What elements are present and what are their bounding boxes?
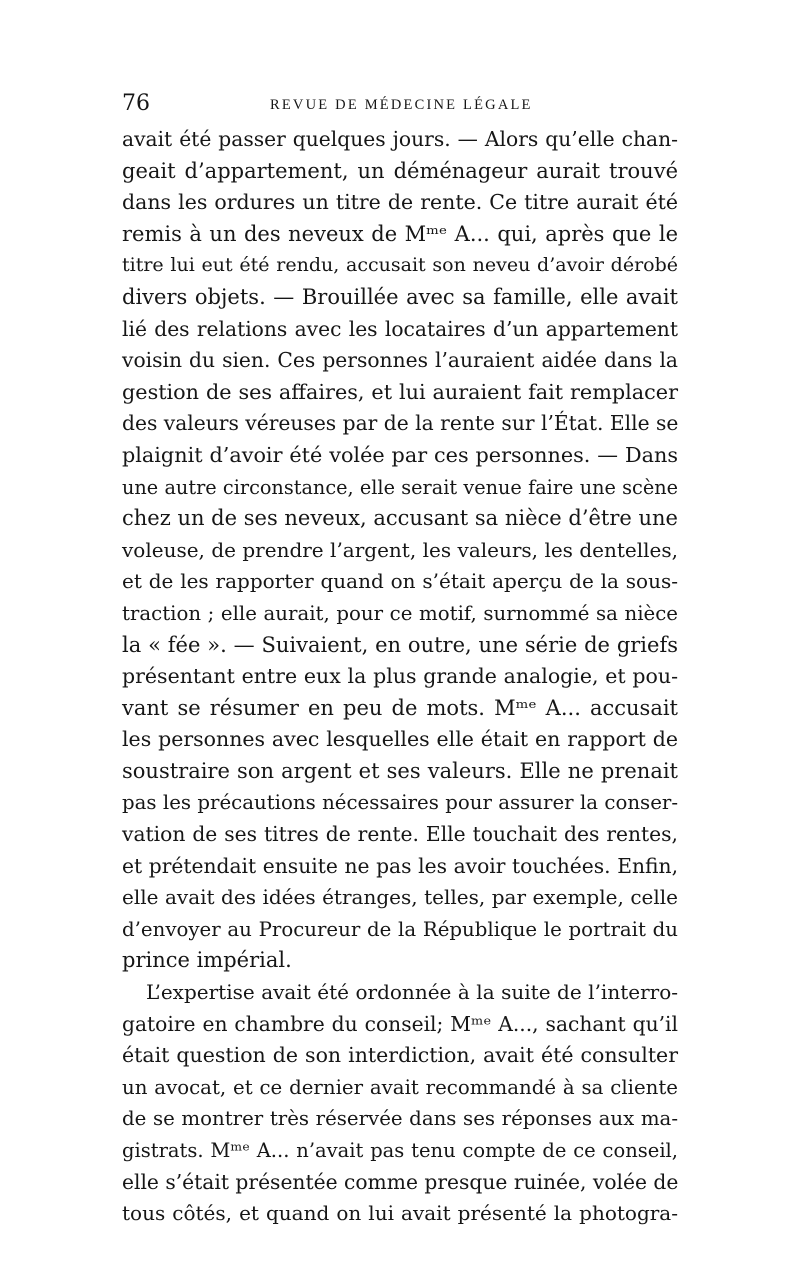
text-line: soustraire son argent et ses valeurs. Elle ne prenait bbox=[122, 758, 678, 783]
text-line: d’envoyer au Procureur de la République le portrait du bbox=[122, 917, 678, 941]
page-header bbox=[122, 92, 678, 116]
text-line: traction ; elle aurait, pour ce motif, surnommé sa nièce bbox=[122, 601, 678, 625]
text-line: les personnes avec lesquelles elle était en rapport de bbox=[122, 727, 678, 752]
text-line: une autre circonstance, elle serait venue faire une scène bbox=[122, 475, 678, 499]
text-line: la « fée ». — Suivaient, en outre, une série de griefs bbox=[122, 632, 678, 657]
text-line: remis à un des neveux de Mᵐᵉ A... qui, après que le bbox=[122, 221, 678, 246]
body-text bbox=[122, 124, 678, 1230]
text-line: et de les rapporter quand on s’était aperçu de la sous- bbox=[122, 569, 678, 594]
text-line: vation de ses titres de rente. Elle touchait des rentes, bbox=[122, 822, 678, 847]
paragraph-1 bbox=[122, 124, 678, 977]
text-line: un avocat, et ce dernier avait recommandé à sa cliente bbox=[122, 1075, 678, 1099]
text-line: vant se résumer en peu de mots. Mᵐᵉ A... accusait bbox=[122, 695, 678, 720]
text-line: elle s’était présentée comme presque ruinée, volée de bbox=[122, 1169, 679, 1194]
text-line: présentant entre eux la plus grande analogie, et pou- bbox=[122, 664, 678, 689]
text-line: de se montrer très réservée dans ses réponses aux ma- bbox=[122, 1107, 678, 1131]
running-head: REVUE DE MÉDECINE LÉGALE bbox=[270, 97, 533, 113]
text-line: avait été passer quelques jours. — Alors qu’elle chan- bbox=[122, 127, 678, 151]
text-line: prince impérial. bbox=[122, 948, 292, 973]
paragraph-2 bbox=[122, 977, 678, 1230]
text-line: chez un de ses neveux, accusant sa nièce d’être une bbox=[122, 506, 678, 531]
text-line: gatoire en chambre du conseil; Mᵐᵉ A..., sachant qu’il bbox=[122, 1011, 678, 1036]
text-line: pas les précautions nécessaires pour assurer la conser- bbox=[122, 791, 678, 815]
text-line: voisin du sien. Ces personnes l’auraient aidée dans la bbox=[122, 348, 678, 373]
text-line: gistrats. Mᵐᵉ A... n’avait pas tenu compte de ce conseil, bbox=[122, 1139, 678, 1162]
text-line: gestion de ses affaires, et lui auraient fait remplacer bbox=[122, 379, 678, 404]
page-number: 76 bbox=[122, 91, 150, 116]
text-line: lié des relations avec les locataires d’un appartement bbox=[122, 316, 678, 341]
text-line: divers objets. — Brouillée avec sa famille, elle avait bbox=[122, 284, 678, 309]
text-line: dans les ordures un titre de rente. Ce titre aurait été bbox=[122, 190, 678, 215]
text-line: L’expertise avait été ordonnée à la suite de l’interro- bbox=[146, 980, 678, 1005]
text-line: et prétendait ensuite ne pas les avoir touchées. Enfin, bbox=[122, 853, 678, 878]
text-line: tous côtés, et quand on lui avait présenté la photogra- bbox=[122, 1201, 678, 1226]
text-line: était question de son interdiction, avait été consulter bbox=[122, 1043, 678, 1068]
text-line: elle avait des idées étranges, telles, par exemple, celle bbox=[122, 885, 678, 910]
text-line: voleuse, de prendre l’argent, les valeurs, les dentelles, bbox=[122, 537, 678, 562]
text-line: geait d’appartement, un déménageur aurait trouvé bbox=[122, 158, 678, 183]
text-line: titre lui eut été rendu, accusait son neveu d’avoir dérobé bbox=[122, 254, 678, 277]
text-line: plaignit d’avoir été volée par ces personnes. — Dans bbox=[122, 442, 678, 467]
text-line: des valeurs véreuses par de la rente sur l’État. Elle se bbox=[122, 411, 679, 436]
